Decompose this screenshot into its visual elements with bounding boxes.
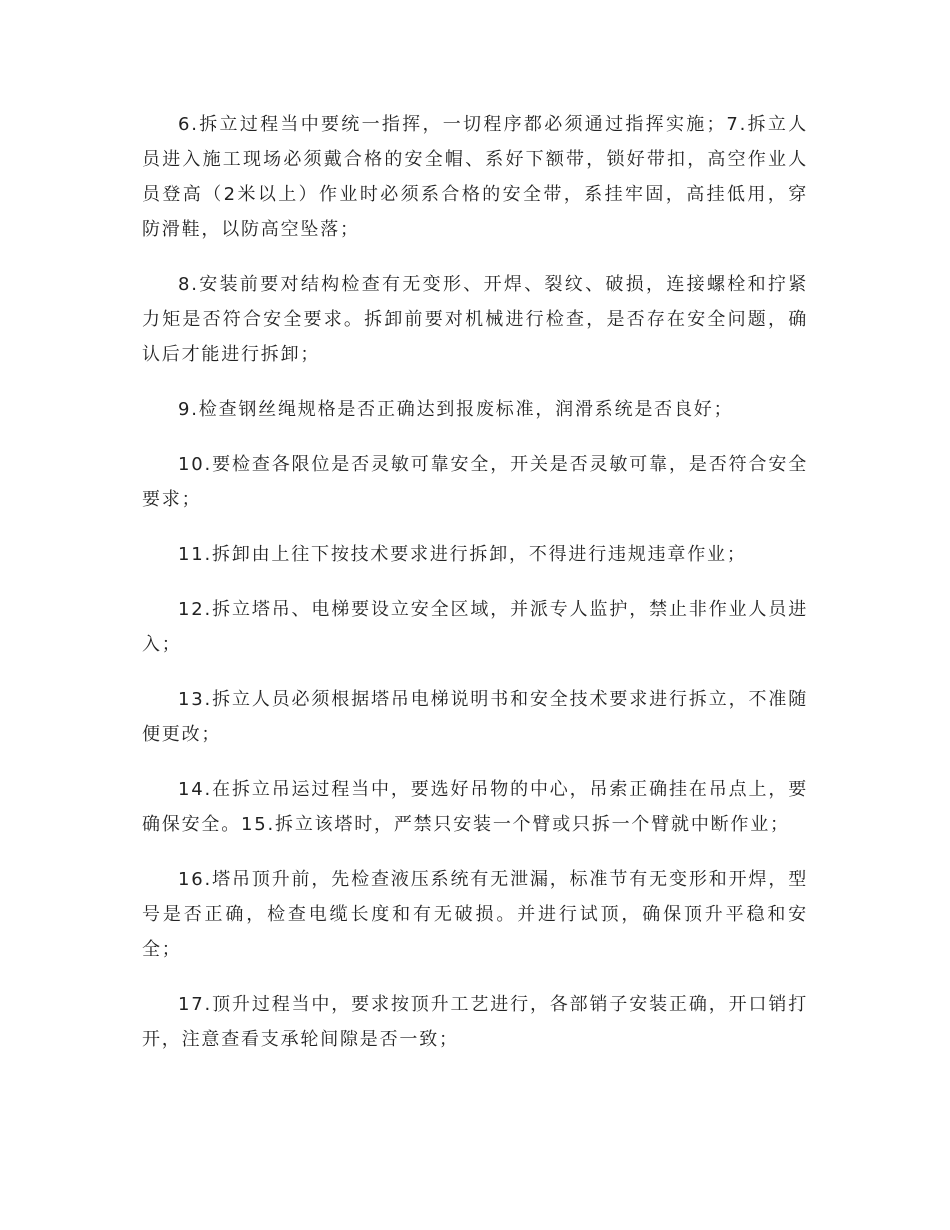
paragraph-17: 17.顶升过程当中，要求按顶升工艺进行，各部销子安装正确，开口销打开，注意查看支承轮间隙是否一致； [142, 994, 808, 1050]
paragraph-8: 8.安装前要对结构检查有无变形、开焊、裂纹、破损，连接螺栓和拧紧力矩是否符合安全要求。拆卸前要对机械进行检查，是否存在安全问题，确认后才能进行拆卸； [142, 274, 808, 365]
paragraph-11: 11.拆卸由上往下按技术要求进行拆卸，不得进行违规违章作业； [178, 544, 747, 565]
paragraph-10: 10.要检查各限位是否灵敏可靠安全，开关是否灵敏可靠，是否符合安全要求； [142, 454, 808, 510]
paragraph-16: 16.塔吊顶升前，先检查液压系统有无泄漏，标准节有无变形和开焊，型号是否正确，检查电缆长度和有无破损。并进行试顶，确保顶升平稳和安全； [142, 869, 808, 960]
document-body [142, 107, 808, 1077]
paragraph-14-15: 14.在拆立吊运过程当中，要选好吊物的中心，吊索正确挂在吊点上，要确保安全。15.拆立该塔时，严禁只安装一个臂或只拆一个臂就中断作业； [142, 779, 808, 835]
paragraph-13: 13.拆立人员必须根据塔吊电梯说明书和安全技术要求进行拆立，不准随便更改； [142, 689, 808, 745]
paragraph-6-7: 6.拆立过程当中要统一指挥，一切程序都必须通过指挥实施；7.拆立人员进入施工现场必须戴合格的安全帽、系好下额带，锁好带扣，高空作业人员登高（2米以上）作业时必须系合格的安全带，系挂牢固，高挂低用，穿防滑鞋，以防高空坠落； [142, 114, 808, 240]
paragraph-12: 12.拆立塔吊、电梯要设立安全区域，并派专人监护，禁止非作业人员进入； [142, 599, 808, 655]
paragraph-9: 9.检查钢丝绳规格是否正确达到报废标准，润滑系统是否良好； [178, 399, 734, 420]
